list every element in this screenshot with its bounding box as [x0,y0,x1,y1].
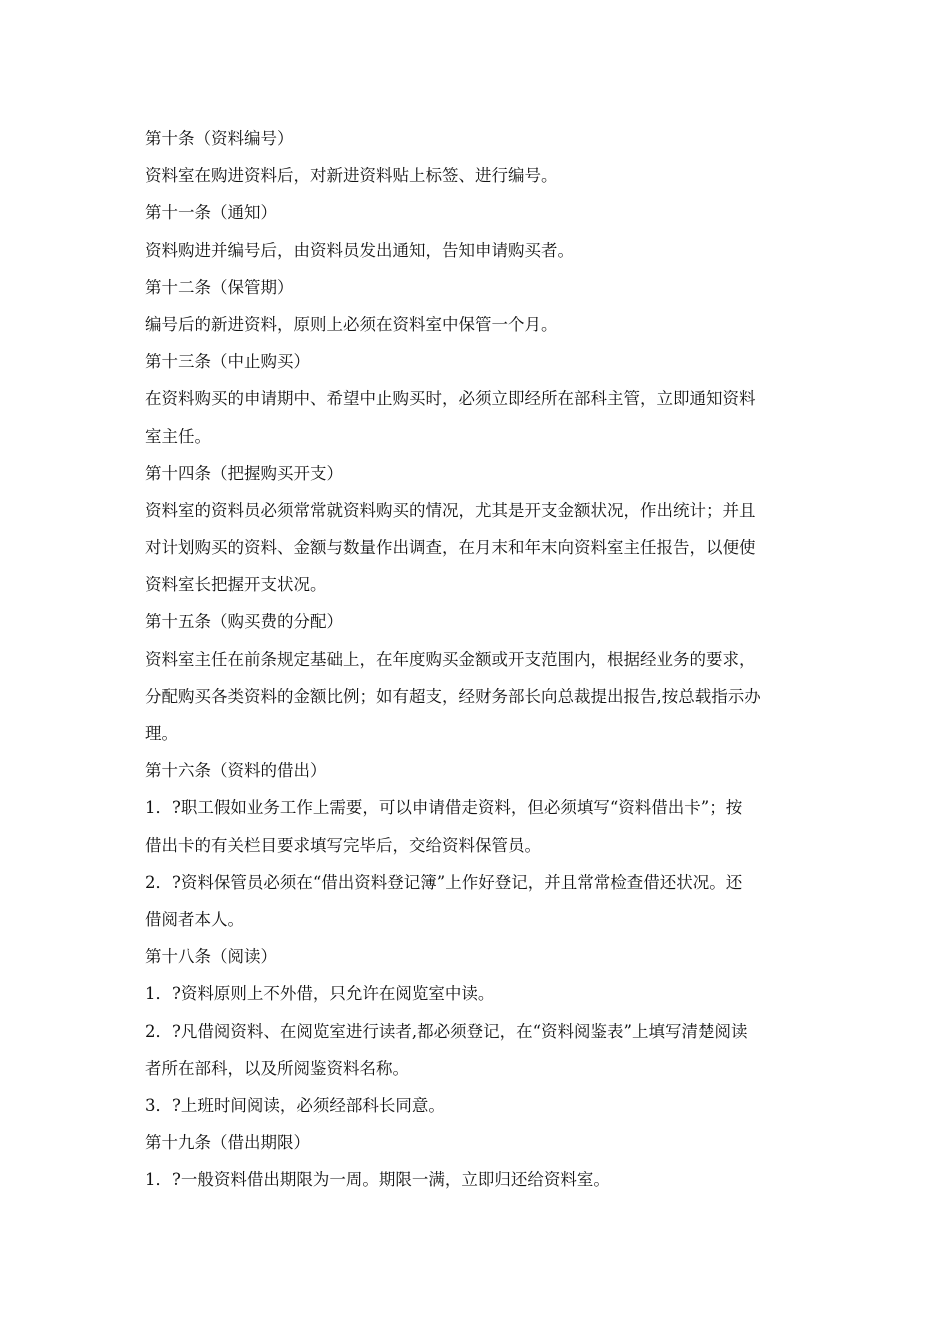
text-line: 对计划购买的资料、金额与数量作出调查，在月末和年末向资料室主任报告，以便使 [145,538,756,558]
text-line: 借出卡的有关栏目要求填写完毕后，交给资料保管员。 [145,835,541,855]
text-line: 理。 [145,724,178,743]
text-line: 编号后的新进资料，原则上必须在资料室中保管一个月。 [145,314,558,334]
article-15-heading: 第十五条（购买费的分配） [145,612,343,632]
article-11-heading: 第十一条（通知） [145,203,277,223]
text-line: 1．?资料原则上不外借，只允许在阅览室中读。 [145,984,495,1004]
text-line: 在资料购买的申请期中、希望中止购买时，必须立即经所在部科主管，立即通知资料 [145,389,756,409]
article-14-heading: 第十四条（把握购买开支） [145,463,343,483]
text-line: 3．?上班时间阅读，必须经部科长同意。 [145,1095,445,1115]
text-line: 借阅者本人。 [145,909,244,929]
article-16-heading: 第十六条（资料的借出） [145,761,327,781]
article-12-heading: 第十二条（保管期） [145,277,294,297]
article-18-heading: 第十八条（阅读） [145,947,277,967]
text-line: 资料室在购进资料后，对新进资料贴上标签、进行编号。 [145,166,558,186]
text-line: 1．?职工假如业务工作上需要，可以申请借走资料，但必须填写“资料借出卡”；按 [145,798,743,818]
text-line: 资料购进并编号后，由资料员发出通知，告知申请购买者。 [145,240,574,260]
text-line: 分配购买各类资料的金额比例；如有超支，经财务部长向总裁提出报告,按总载指示办 [145,686,761,706]
article-13-heading: 第十三条（中止购买） [145,352,310,372]
text-line: 资料室主任在前条规定基础上，在年度购买金额或开支范围内，根据经业务的要求， [145,649,756,669]
text-line: 者所在部科，以及所阅鉴资料名称。 [145,1058,409,1078]
text-line: 2．?资料保管员必须在“借出资料登记簿”上作好登记，并且常常检查借还状况。还 [145,872,743,892]
text-line: 2．?凡借阅资料、在阅览室进行读者,都必须登记，在“资料阅鉴表”上填写清楚阅读 [145,1021,748,1041]
text-line: 资料室的资料员必须常常就资料购买的情况，尤其是开支金额状况，作出统计；并且 [145,500,756,520]
article-19-heading: 第十九条（借出期限） [145,1133,310,1153]
article-10-heading: 第十条（资料编号） [145,129,294,148]
text-line: 室主任。 [145,426,211,446]
document-body [145,120,810,1198]
text-line: 1．?一般资料借出期限为一周。期限一满，立即归还给资料室。 [145,1170,610,1190]
text-line: 资料室长把握开支状况。 [145,575,327,595]
